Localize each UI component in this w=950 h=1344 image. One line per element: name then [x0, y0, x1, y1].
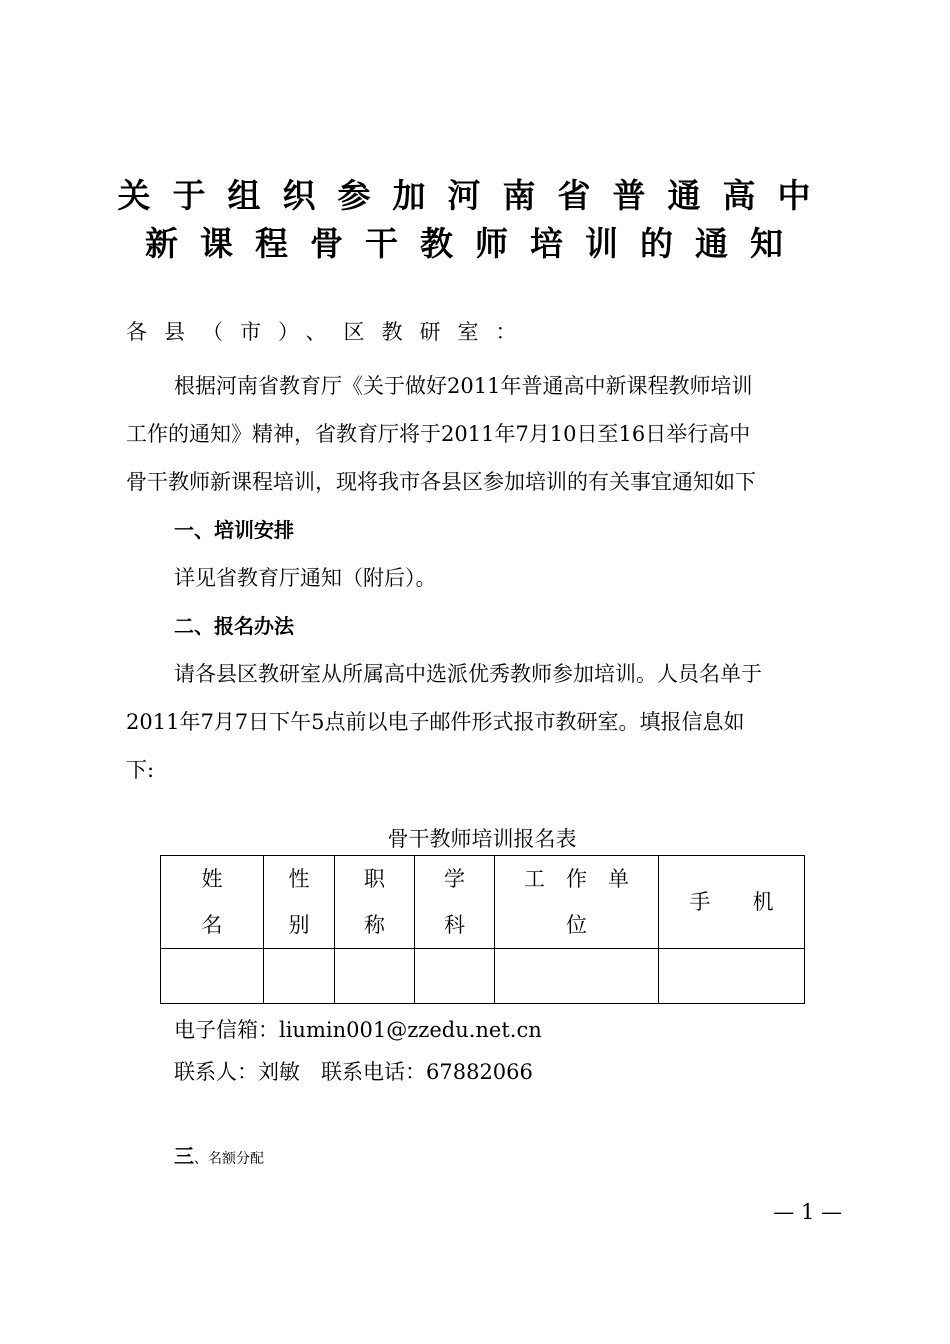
title-line-2: 新课程骨干教师培训的通知 — [145, 224, 805, 263]
section-3-text: 、名额分配 — [194, 1151, 264, 1167]
header-cell-title: 职 称 — [335, 856, 415, 949]
table-cell — [415, 949, 495, 1004]
header-cell-subject: 学 科 — [415, 856, 495, 949]
page-number: — 1 — — [773, 1200, 842, 1224]
header-cell-name: 姓 名 — [161, 856, 264, 949]
table-cell — [264, 949, 335, 1004]
section-1-heading: 一、培训安排 — [174, 518, 294, 542]
title-line-1: 关于组织参加河南省普通高中 — [117, 176, 833, 215]
salutation: 各县（市）、区教研室： — [126, 320, 534, 344]
table-row — [161, 949, 805, 1004]
registration-table — [160, 855, 805, 1004]
table-header-row — [161, 856, 805, 949]
paragraph-2-line-1: 请各县区教研室从所属高中选派优秀教师参加培训。人员名单于 — [174, 662, 762, 686]
section-2-heading: 二、报名办法 — [174, 614, 294, 638]
header-cell-mobile: 手 机 — [659, 856, 805, 949]
paragraph-1-line-3: 骨干教师新课程培训，现将我市各县区参加培训的有关事宜通知如下 — [126, 470, 756, 494]
table-cell — [495, 949, 659, 1004]
paragraph-1-line-1: 根据河南省教育厅《关于做好2011年普通高中新课程教师培训 — [174, 374, 753, 398]
contact-person: 联系人：刘敏 联系电话：67882066 — [174, 1060, 533, 1084]
paragraph-2-line-2: 2011年7月7日下午5点前以电子邮件形式报市教研室。填报信息如 — [126, 710, 745, 734]
section-1-text: 详见省教育厅通知（附后）。 — [174, 566, 437, 590]
header-cell-gender: 性 别 — [264, 856, 335, 949]
section-3-heading — [174, 1140, 844, 1175]
table-cell — [335, 949, 415, 1004]
table-caption: 骨干教师培训报名表 — [387, 827, 577, 851]
header-cell-workplace: 工 作 单 位 — [495, 856, 659, 949]
paragraph-2-line-3: 下: — [126, 758, 155, 782]
paragraph-1-line-2: 工作的通知》精神，省教育厅将于2011年7月10日至16日举行高中 — [126, 422, 751, 446]
section-3-prefix: 三 — [174, 1144, 194, 1168]
contact-email: 电子信箱：liumin001@zzedu.net.cn — [174, 1018, 542, 1042]
table-cell — [659, 949, 805, 1004]
table-cell — [161, 949, 264, 1004]
